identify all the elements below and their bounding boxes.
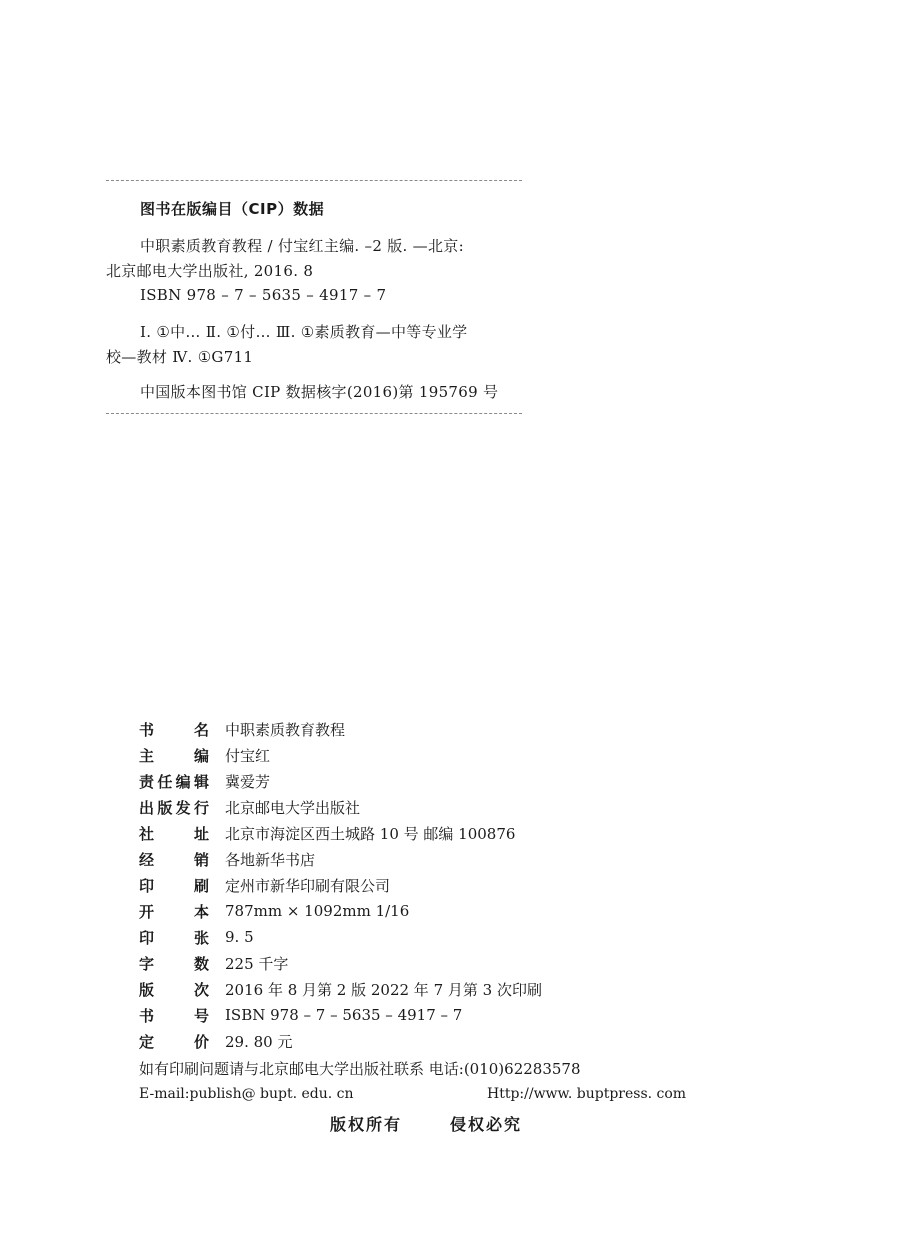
info-value: 各地新华书店 (225, 850, 316, 869)
info-row-isbn (139, 1004, 462, 1026)
info-label: 印刷 (139, 876, 209, 895)
cip-line-2: 北京邮电大学出版社, 2016. 8 (106, 262, 314, 280)
info-value: 北京市海淀区西土城路 10 号 邮编 100876 (225, 824, 516, 843)
info-value: 225 千字 (225, 954, 289, 973)
info-value: 定州市新华印刷有限公司 (225, 876, 391, 895)
top-dashed-rule (106, 180, 522, 181)
bottom-dashed-rule (106, 413, 522, 414)
info-label: 经销 (139, 850, 209, 869)
info-value: 冀爱芳 (225, 772, 271, 791)
info-label: 主编 (139, 746, 209, 765)
info-label: 责任编辑 (139, 772, 209, 791)
info-label: 书名 (139, 720, 209, 739)
info-row-sheets (139, 926, 254, 948)
info-label: 印张 (139, 928, 209, 947)
info-row-word-count (139, 952, 288, 974)
cip-line-5: 校—教材 Ⅳ. ①G711 (106, 348, 254, 366)
info-label: 定价 (139, 1032, 209, 1051)
info-label: 开本 (139, 902, 209, 921)
info-value: 付宝红 (225, 746, 271, 765)
contact-line: 如有印刷问题请与北京邮电大学出版社联系 电话:(010)62283578 (139, 1060, 581, 1078)
cip-line-1: 中职素质教育教程 / 付宝红主编. –2 版. —北京: (140, 237, 464, 255)
info-value: ISBN 978 – 7 – 5635 – 4917 – 7 (225, 1006, 463, 1024)
info-row-printer (139, 874, 390, 896)
info-value: 北京邮电大学出版社 (225, 798, 361, 817)
copyright-infringement: 侵权必究 (450, 1115, 523, 1134)
info-value: 中职素质教育教程 (225, 720, 346, 739)
info-row-distributor (139, 848, 315, 870)
info-value: 787mm × 1092mm 1/16 (225, 902, 410, 920)
cip-line-4: Ⅰ. ①中… Ⅱ. ①付… Ⅲ. ①素质教育—中等专业学 (140, 323, 468, 341)
contact-website: Http://www. buptpress. com (487, 1086, 687, 1102)
contact-email: E-mail:publish@ bupt. edu. cn (139, 1086, 354, 1102)
info-row-price (139, 1030, 292, 1052)
info-label: 出版发行 (139, 798, 209, 817)
cip-title: 图书在版编目（CIP）数据 (140, 200, 325, 218)
info-value: 29. 80 元 (225, 1032, 293, 1051)
info-label: 社址 (139, 824, 209, 843)
copyright-all-rights: 版权所有 (330, 1115, 403, 1134)
info-label: 版次 (139, 980, 209, 999)
info-row-format (139, 900, 409, 922)
info-value: 2016 年 8 月第 2 版 2022 年 7 月第 3 次印刷 (225, 980, 542, 999)
info-row-responsible-editor (139, 770, 270, 792)
cip-line-6: 中国版本图书馆 CIP 数据核字(2016)第 195769 号 (140, 383, 499, 401)
info-row-editor (139, 744, 270, 766)
info-value: 9. 5 (225, 928, 254, 946)
info-row-edition (139, 978, 542, 1000)
info-label: 字数 (139, 954, 209, 973)
cip-line-3: ISBN 978 – 7 – 5635 – 4917 – 7 (140, 286, 387, 304)
info-row-publisher (139, 796, 360, 818)
copyright-notice (330, 1112, 522, 1135)
info-row-title (139, 718, 345, 740)
info-label: 书号 (139, 1006, 209, 1025)
info-row-address (139, 822, 515, 844)
